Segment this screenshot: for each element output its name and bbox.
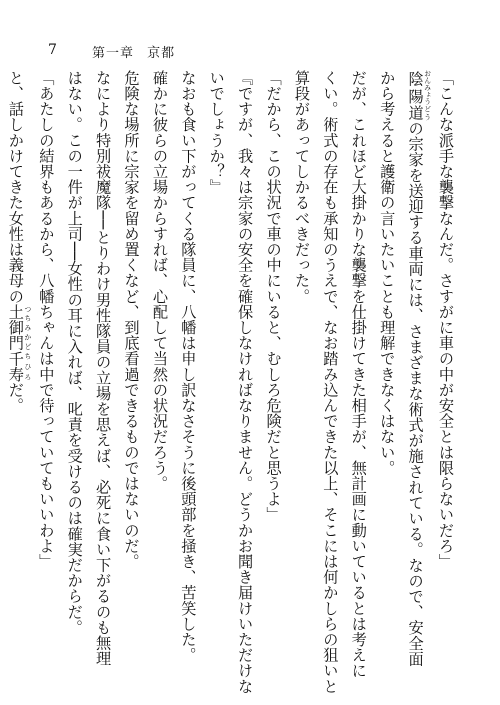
running-header: [92, 42, 175, 61]
text-line: [316, 70, 344, 694]
text-run: いでしょうか？』: [207, 70, 226, 195]
text-line: [259, 70, 287, 680]
text-line: [174, 70, 202, 680]
text-line: [32, 70, 60, 680]
text-line: [89, 70, 117, 680]
text-run: はない。この一件が上司──女性の耳に入れば、叱責を受けるのは確実だからだ。: [65, 70, 84, 636]
text-run: だが、これほど大掛かりな襲撃を仕掛けてきた相手が、無計画に動いているとは考えに: [349, 70, 368, 679]
text-line: [401, 70, 431, 680]
text-run: なおも食い下がってくる隊員に、八幡は申し訳なさそうに後頭部を掻き、苦笑した。: [179, 70, 198, 663]
ruby-word: [6, 350, 32, 383]
text-line: [146, 70, 174, 680]
text-run: と、話しかけてきた女性は義母の: [6, 70, 25, 304]
text-run: 算段があってしかるべきだった。: [292, 70, 311, 304]
text-run: 危険な場所に宗家を留め置くなど、到底看過できるものではないのだ。: [122, 70, 141, 570]
page-number: 7: [48, 42, 57, 58]
ruby-reading: どう: [423, 104, 432, 121]
ruby-base: 陰陽: [406, 70, 425, 105]
ruby-reading: つちみかど: [23, 304, 32, 351]
text-line: [288, 70, 316, 680]
text-line: [2, 70, 32, 680]
ruby-base: 道: [406, 104, 425, 121]
text-line: [344, 70, 372, 680]
chapter-number: 第一章: [92, 46, 135, 61]
text-run: 『ですが、我々は宗家の安全を確保しなければなりません。どうかお聞き届けいただけな: [236, 70, 255, 694]
text-run: だ。: [6, 382, 25, 414]
ruby-reading: ちひろ: [23, 350, 32, 382]
ruby-base: 土御門: [6, 304, 25, 351]
text-run: 「こんな派手な襲撃なんだ。さすがに車の中が安全とは限らないだろ」: [437, 70, 455, 570]
text-line: [60, 70, 88, 680]
ruby-word: [406, 104, 432, 121]
text-run: くい。術式の存在も承知のうえで、なお踏み込んできた以上、そこには何かしらの狙いと: [321, 70, 340, 694]
text-line: [0, 70, 2, 680]
text-run: から考えると護衛の言いたいことも理解できなくはない。: [378, 70, 397, 476]
ruby-reading: おんみょう: [423, 70, 432, 105]
text-run: の宗家を送迎する車両には、さまざまな術式が施されている。なので、安全面: [406, 120, 425, 667]
text-line: [202, 70, 230, 680]
chapter-title: 京都: [147, 46, 176, 61]
text-line: [231, 70, 259, 694]
text-run: なにより特別祓魔隊──とりわけ男性隊員の立場を思えば、必死に食い下がるのも無理: [94, 70, 113, 667]
text-line: [373, 70, 401, 680]
text-run: 確かに彼らの立場からすれば、心配して当然の状況だろう。: [150, 70, 169, 492]
text-run: 「あたしの結界もあるから、八幡ちゃんは中で待っていてもいいわよ」: [37, 70, 56, 570]
body-text: [6, 70, 460, 694]
text-run: 「だから、この状況で車の中にいると、むしろ危険だと思うよ」: [264, 70, 283, 523]
ruby-word: [406, 70, 432, 105]
ruby-base: 千寿: [6, 350, 25, 383]
text-line: [117, 70, 145, 680]
text-line: [432, 70, 460, 680]
ruby-word: [6, 304, 32, 351]
